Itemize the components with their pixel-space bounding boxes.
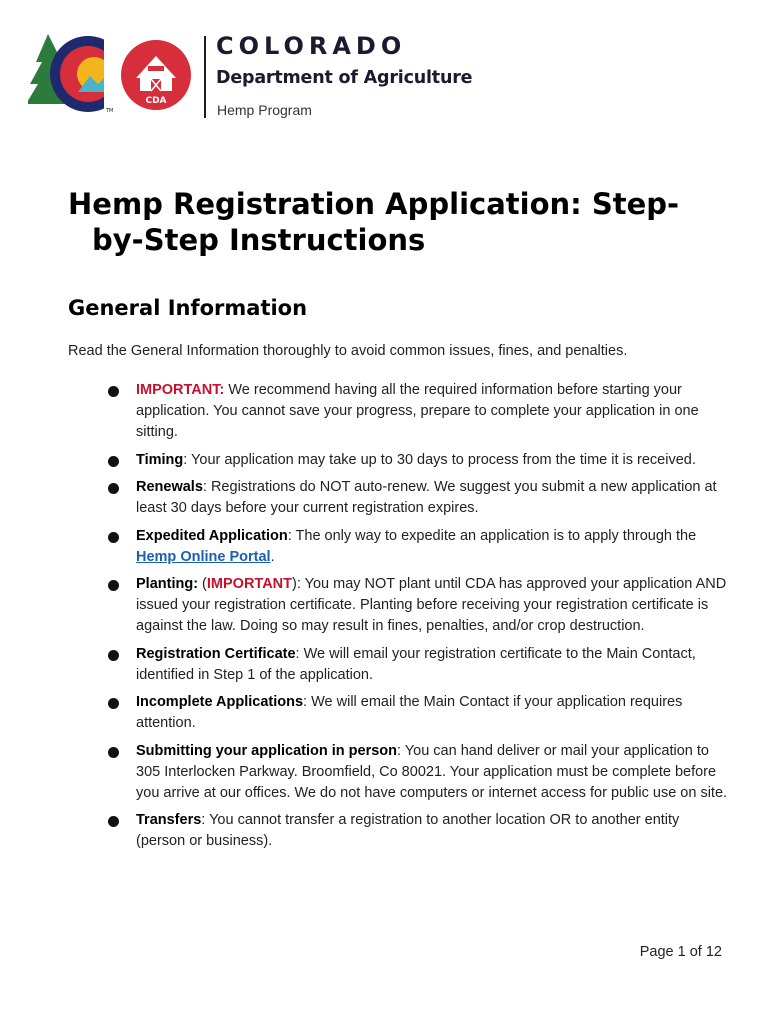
list-item-renewals: [108, 477, 728, 519]
bullet-icon: [108, 386, 119, 397]
page-title: [68, 186, 728, 258]
item-label: IMPORTANT:: [136, 382, 225, 398]
logo-badge-text: CDA: [145, 96, 167, 106]
section-heading: General Information: [68, 296, 308, 320]
list-item-submitting-in-person: [108, 741, 728, 804]
item-text: : We will email your registration certificate to the Main Contact, identified in Step 1 of the application.: [136, 645, 696, 683]
info-list: [108, 380, 728, 859]
bullet-icon: [108, 650, 119, 661]
item-text: : Your application may take up to 30 days to process from the time it is received.: [183, 451, 696, 468]
bullet-icon: [108, 698, 119, 709]
item-label: Registration Certificate: [136, 645, 296, 662]
colorado-cda-logo: [28, 32, 198, 122]
letterhead: [28, 32, 488, 122]
item-text-end: .: [270, 548, 275, 565]
hemp-online-portal-link[interactable]: Hemp Online Portal: [136, 548, 271, 565]
svg-text:TM: TM: [106, 108, 114, 114]
bullet-icon: [108, 747, 119, 758]
page-number: Page 1 of 12: [639, 944, 722, 960]
page-title-line-2: by-Step Instructions: [92, 223, 426, 257]
bullet-icon: [108, 580, 119, 591]
list-item-registration-certificate: [108, 644, 728, 686]
item-text: We recommend having all the required information before starting your application. You cannot save your progress, prepare to complete your application in one sitting.: [136, 382, 699, 440]
list-item-transfers: [108, 810, 728, 852]
list-item-timing: [108, 450, 728, 471]
bullet-icon: [108, 483, 119, 494]
item-text-pre: (: [198, 576, 207, 592]
item-text: : Registrations do NOT auto-renew. We suggest you submit a new application at least 30 days before your current registration expires.: [136, 479, 717, 516]
list-item-planting: [108, 574, 728, 637]
list-item-incomplete-applications: [108, 692, 728, 734]
item-label: Transfers: [136, 812, 202, 828]
list-item-expedited: [108, 526, 728, 568]
item-label: Planting:: [136, 576, 199, 592]
important-flag: IMPORTANT: [206, 576, 293, 592]
item-label: Incomplete Applications: [136, 694, 304, 710]
item-text: : We will email the Main Contact if your application requires attention.: [136, 694, 683, 731]
item-text: : You can hand deliver or mail your application to 305 Interlocken Parkway. Broomfield, Co 80021. Your application must be complete before you arrive at our offices. We do not have computers or internet access for public use on site.: [136, 742, 728, 801]
program-name: Hemp Program: [217, 102, 312, 118]
list-item-important: [108, 380, 728, 443]
bullet-icon: [108, 816, 119, 827]
item-label: Renewals: [136, 479, 203, 495]
bullet-icon: [108, 456, 119, 467]
org-department: Department of Agriculture: [216, 68, 473, 88]
item-text: : The only way to expedite an application is to apply through the: [287, 527, 697, 544]
letterhead-divider: [204, 36, 206, 118]
item-label: Submitting your application in person: [136, 742, 398, 759]
intro-paragraph: Read the General Information thoroughly to avoid common issues, fines, and penalties.: [68, 343, 628, 359]
item-label: Expedited Application: [136, 527, 288, 544]
item-text: : You cannot transfer a registration to another location OR to another entity (person or business).: [136, 812, 680, 849]
org-state: COLORADO: [216, 32, 407, 60]
item-text: ): You may NOT plant until CDA has approved your application AND issued your registration certificate. Planting before receiving your registration certificate is against the law. Doing so may result in fines, penalties, and/or crop destruction.: [136, 576, 727, 634]
item-label: Timing: [136, 451, 184, 468]
page-title-line-1: Hemp Registration Application: Step-: [68, 187, 680, 221]
bullet-icon: [108, 532, 119, 543]
